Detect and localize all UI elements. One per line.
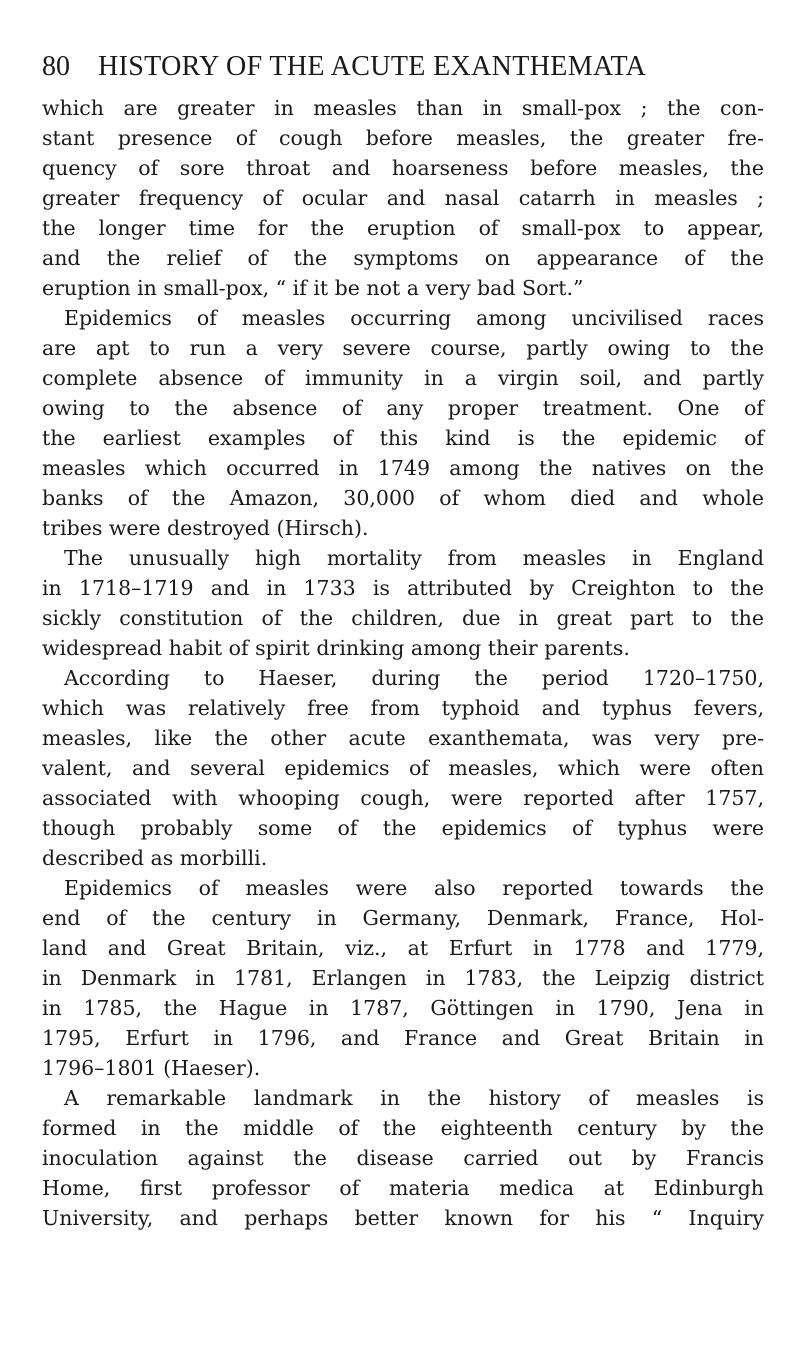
text-line: stant presence of cough before measles, the greater fre- — [42, 126, 764, 150]
text-line: eruption in small-pox, “ if it be not a very bad Sort.” — [42, 276, 584, 300]
text-line: banks of the Amazon, 30,000 of whom died and whole — [42, 486, 764, 510]
text-line: University, and perhaps better known for his “ Inquiry — [42, 1206, 764, 1230]
text-line: valent, and several epidemics of measles, which were often — [42, 756, 764, 780]
text-line: the earliest examples of this kind is the epidemic of — [42, 426, 764, 450]
running-title: HISTORY OF THE ACUTE EXANTHEMATA — [98, 51, 647, 82]
paragraph — [42, 663, 764, 873]
text-line: end of the century in Germany, Denmark, France, Hol- — [42, 906, 764, 930]
text-line: which are greater in measles than in small-pox ; the con- — [42, 96, 764, 120]
paragraph — [42, 303, 764, 543]
text-line: in 1785, the Hague in 1787, Göttingen in 1790, Jena in — [42, 996, 764, 1020]
text-line: though probably some of the epidemics of typhus were — [42, 816, 764, 840]
text-line: described as morbilli. — [42, 846, 268, 870]
running-head — [42, 42, 762, 92]
text-line: 1795, Erfurt in 1796, and France and Great Britain in — [42, 1026, 764, 1050]
text-line: in 1718–1719 and in 1733 is attributed by Creighton to the — [42, 576, 764, 600]
paragraph — [42, 93, 764, 303]
text-line: According to Haeser, during the period 1720–1750, — [64, 666, 764, 690]
paragraph — [42, 543, 764, 663]
body-text — [42, 93, 764, 1233]
text-line: owing to the absence of any proper treatment. One of — [42, 396, 764, 420]
text-line: measles, like the other acute exanthemata, was very pre- — [42, 726, 764, 750]
text-line: widespread habit of spirit drinking among their parents. — [42, 636, 630, 660]
text-line: the longer time for the eruption of small-pox to appear, — [42, 216, 764, 240]
text-line: inoculation against the disease carried out by Francis — [42, 1146, 764, 1170]
text-line: quency of sore throat and hoarseness before measles, the — [42, 156, 764, 180]
text-line: and the relief of the symptoms on appearance of the — [42, 246, 764, 270]
text-line: measles which occurred in 1749 among the natives on the — [42, 456, 764, 480]
text-line: Epidemics of measles occurring among uncivilised races — [64, 306, 764, 330]
page-number: 80 — [42, 51, 70, 82]
text-line: sickly constitution of the children, due in great part to the — [42, 606, 764, 630]
text-line: associated with whooping cough, were reported after 1757, — [42, 786, 764, 810]
text-line: complete absence of immunity in a virgin soil, and partly — [42, 366, 764, 390]
text-line: tribes were destroyed (Hirsch). — [42, 516, 369, 540]
text-line: Home, first professor of materia medica at Edinburgh — [42, 1176, 764, 1200]
text-line: 1796–1801 (Haeser). — [42, 1056, 261, 1080]
paragraph — [42, 1083, 764, 1233]
text-line: are apt to run a very severe course, partly owing to the — [42, 336, 764, 360]
text-line: A remarkable landmark in the history of measles is — [64, 1086, 764, 1110]
text-line: which was relatively free from typhoid and typhus fevers, — [42, 696, 764, 720]
text-line: greater frequency of ocular and nasal catarrh in measles ; — [42, 186, 764, 210]
paragraph — [42, 873, 764, 1083]
text-line: in Denmark in 1781, Erlangen in 1783, the Leipzig district — [42, 966, 764, 990]
text-line: formed in the middle of the eighteenth century by the — [42, 1116, 764, 1140]
text-line: Epidemics of measles were also reported towards the — [64, 876, 764, 900]
text-line: The unusually high mortality from measles in England — [64, 546, 764, 570]
text-line: land and Great Britain, viz., at Erfurt in 1778 and 1779, — [42, 936, 764, 960]
